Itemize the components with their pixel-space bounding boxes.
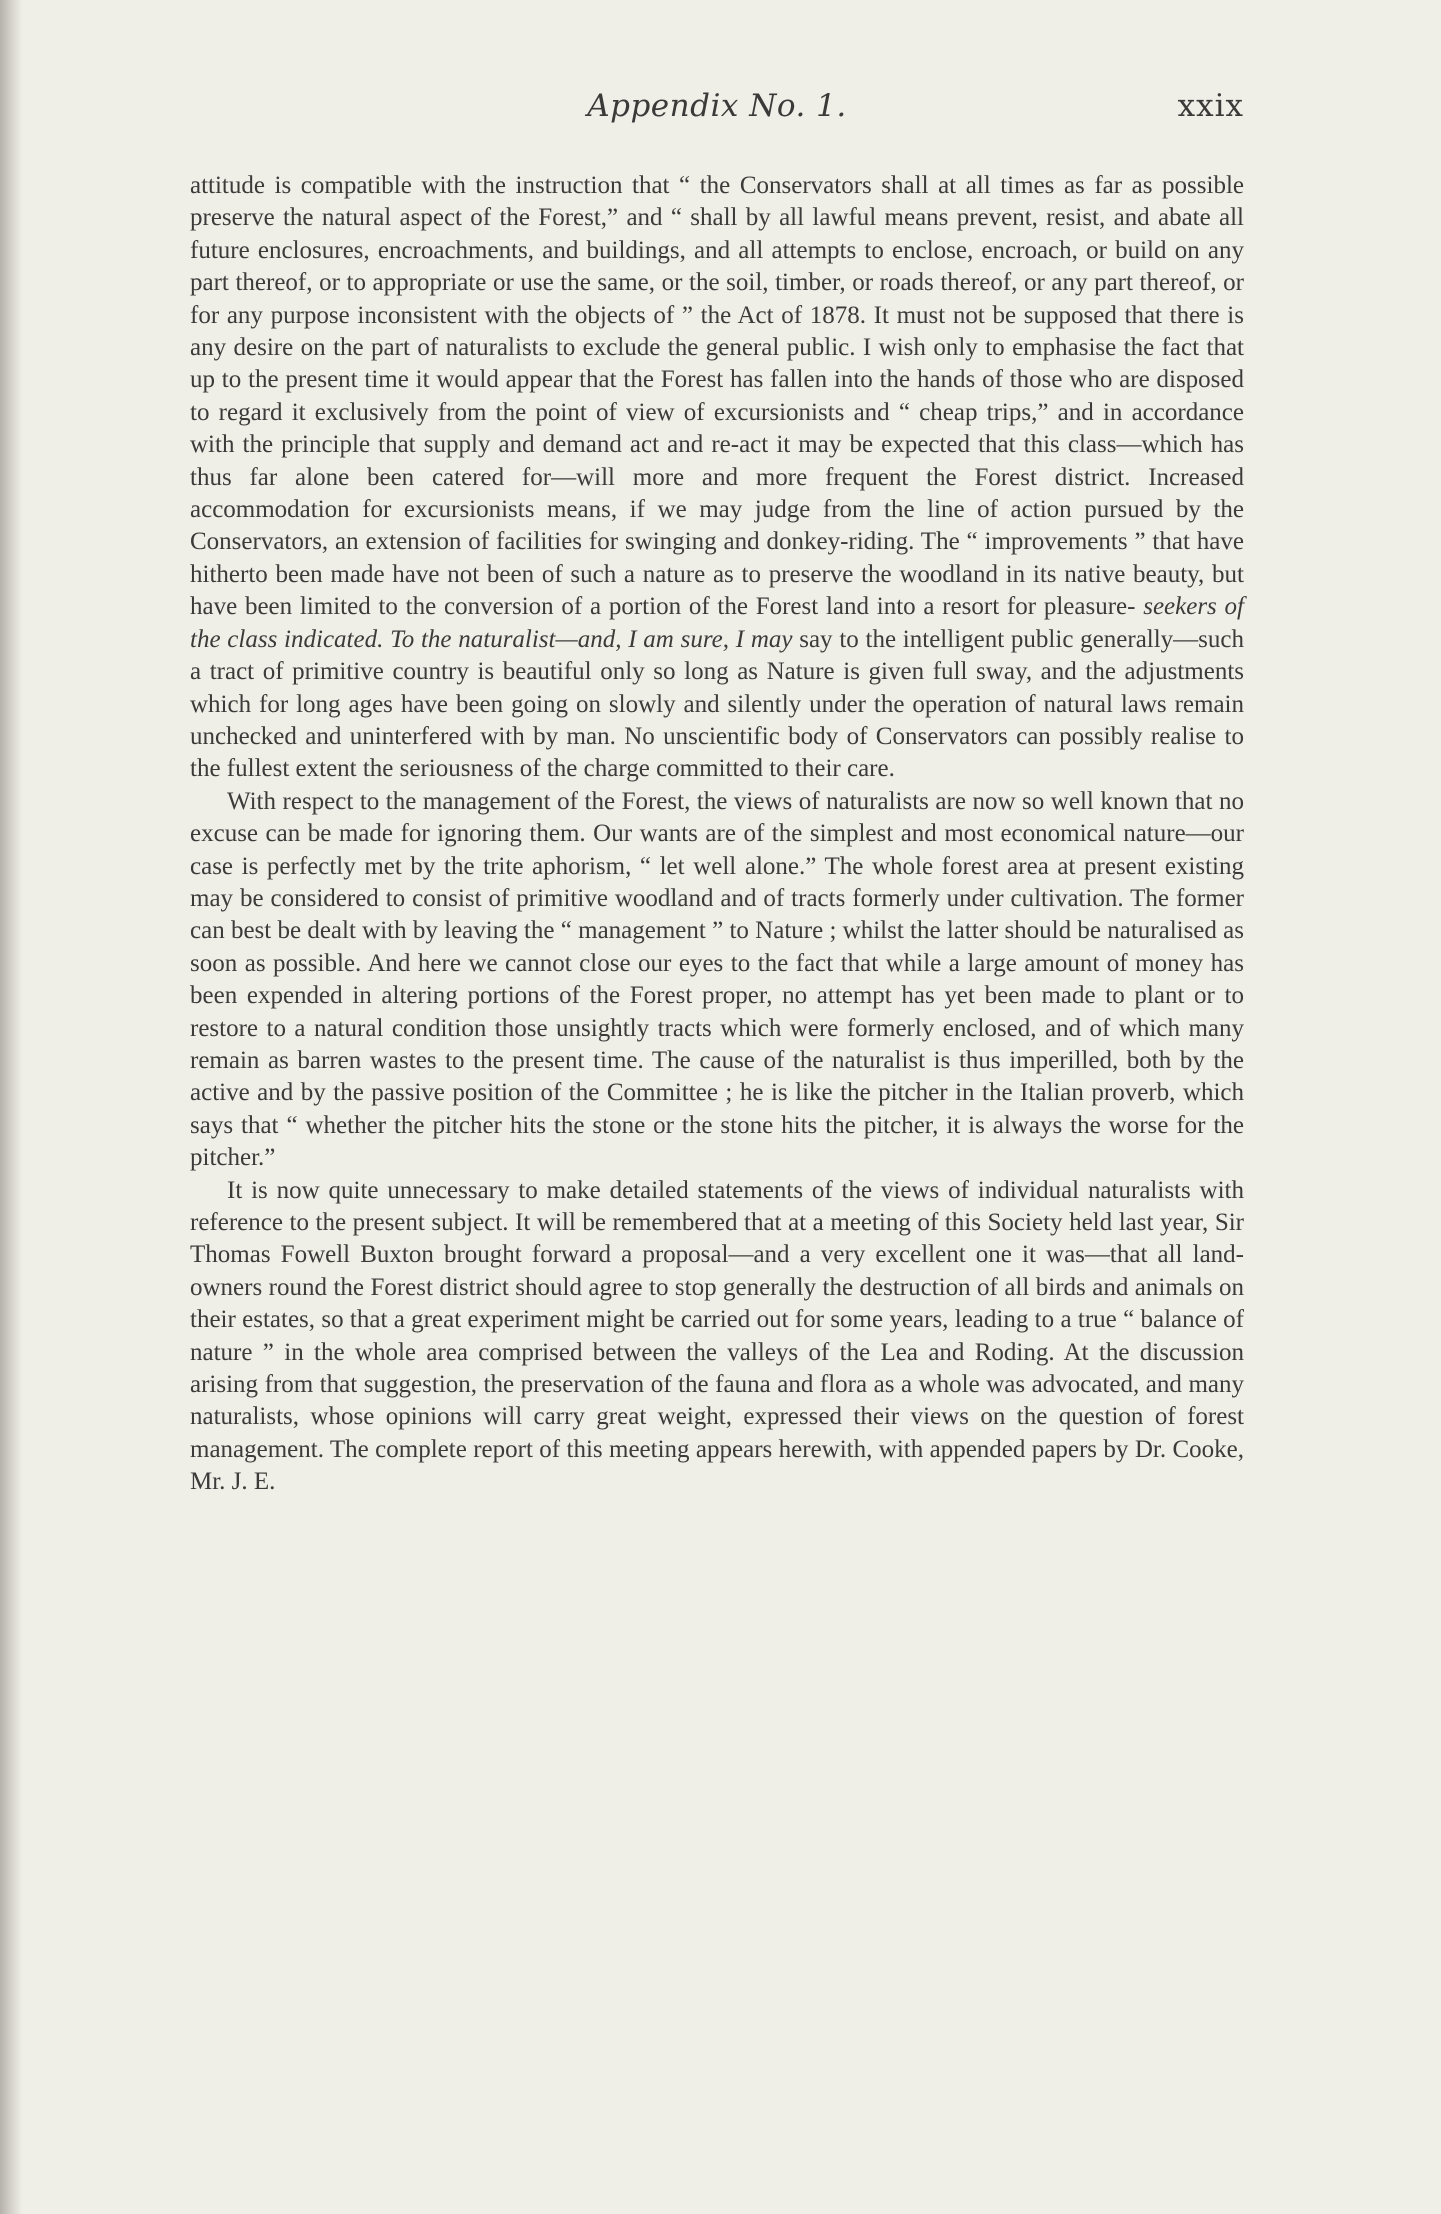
page-number: xxix [1177,88,1244,124]
page-header [190,88,1244,132]
paragraph-3: It is now quite unnecessary to make detailed statements of the views of individual naturalists with reference to the present subject. It will be remembered that at a meeting of this Society held last year, Sir Thomas Fowell Buxton brought forward a proposal—and a very excellent one it was—that all land-owners round the Forest district should agree to stop generally the destruction of all birds and animals on their estates, so that a great experiment might be carried out for some years, leading to a true “ balance of nature ” in the whole area comprised between the valleys of the Lea and Roding. At the discussion arising from that suggestion, the preservation of the fauna and flora as a whole was advocated, and many naturalists, whose opinions will carry great weight, expressed their views on the question of forest management. The complete report of this meeting appears herewith, with appended papers by Dr. Cooke, Mr. J. E. [190,1176,1244,1496]
body-text [190,170,1244,1499]
paragraph-1-italic-text: seekers of the class indicated. To the naturalist—and, I am sure, I may [190,593,1244,653]
binding-shadow [0,0,22,2214]
paragraph-1 [190,170,1244,786]
paragraph-1-text: attitude is compatible with the instruction that “ the Conservators shall at all times as far as possible preserve the natural aspect of the Forest,” and “ shall by all lawful means prevent, resist, and abate all future enclosures, encroachments, and buildings, and all attempts to enclose, encroach, or build on any part thereof, or to appropriate or use the same, or the soil, timber, or roads thereof, or any part thereof, or for any purpose inconsistent with the objects of ” the Act of 1878. It must not be supposed that there is any desire on the part of naturalists to exclude the general public. I wish only to emphasise the fact that up to the present time it would appear that the Forest has fallen into the hands of those who are disposed to regard it exclusively from the point of view of excursionists and “ cheap trips,” and in accordance with the principle that supply and demand act and re-act it may be expected that this class—which has thus far alone been catered for—will more and more frequent the Forest district. Increased accommodation for excursionists means, if we may judge from the line of action pursued by the Conservators, an extension of facilities for swinging and donkey-riding. The “ improvements ” that have hitherto been made have not been of such a nature as to preserve the woodland in its native beauty, but have been limited to the conversion of a portion of the Forest land into a resort for pleasure- [190,172,1244,621]
paragraph-1-text-continued: say to the intelligent public generally—such a tract of primitive country is beautiful only so long as Nature is given full sway, and the adjustments which for long ages have been going on slowly and silently under the operation of natural laws remain unchecked and uninterfered with by man. No unscientific body of Conservators can possibly realise to the fullest extent the seriousness of the charge committed to their care. [190,625,1245,783]
running-title: Appendix No. 1. [587,88,847,124]
paragraph-2: With respect to the management of the Forest, the views of naturalists are now so well known that no excuse can be made for ignoring them. Our wants are of the simplest and most economical nature—our case is perfectly met by the trite aphorism, “ let well alone.” The whole forest area at present existing may be considered to consist of primitive woodland and of tracts formerly under cultivation. The former can best be dealt with by leaving the “ management ” to Nature ; whilst the latter should be naturalised as soon as possible. And here we cannot close our eyes to the fact that while a large amount of money has been expended in altering portions of the Forest proper, no attempt has yet been made to plant or to restore to a natural condition those unsightly tracts which were formerly enclosed, and of which many remain as barren wastes to the present time. The cause of the naturalist is thus imperilled, both by the active and by the passive position of the Committee ; he is like the pitcher in the Italian proverb, which says that “ whether the pitcher hits the stone or the stone hits the pitcher, it is always the worse for the pitcher.” [190,787,1244,1172]
